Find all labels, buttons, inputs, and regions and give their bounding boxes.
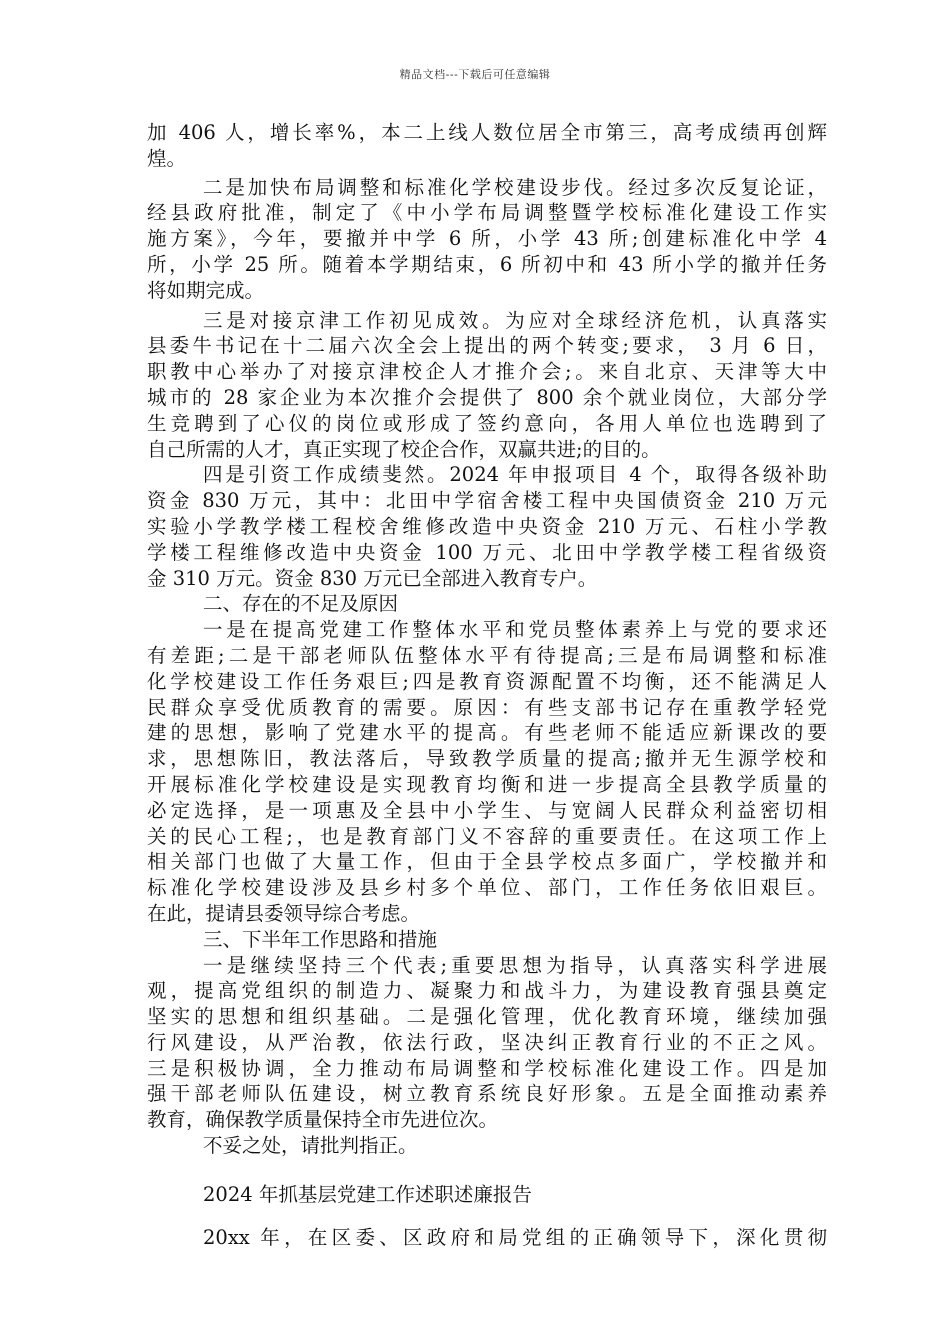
text-line: 相关部门也做了大量工作，但由于全县学校点多面广，学校撤并和 xyxy=(147,850,827,874)
text-line: 必定选择，是一项惠及全县中小学生、与宽阔人民群众利益密切相 xyxy=(147,798,827,822)
text-line: 生竞聘到了心仪的岗位或形成了签约意向，各用人单位也选聘到了 xyxy=(147,411,827,435)
spacer xyxy=(147,1159,827,1182)
paragraph xyxy=(147,462,827,591)
text-line: 学楼工程维修改造中央资金 100 万元、北田中学教学楼工程省级资 xyxy=(147,540,827,564)
text-line: 化学校建设工作任务艰巨;四是教育资源配置不均衡，还不能满足人 xyxy=(147,669,827,693)
text-line: 二是加快布局调整和标准化学校建设步伐。经过多次反复论证， xyxy=(203,175,827,199)
paragraph xyxy=(147,120,827,172)
text-line: 在此，提请县委领导综合考虑。 xyxy=(147,901,421,925)
text-line: 强干部老师队伍建设，树立教育系统良好形象。五是全面推动素养 xyxy=(147,1082,827,1106)
paragraph xyxy=(147,953,827,1134)
text-line: 民群众享受优质教育的需要。原因：有些支部书记存在重教学轻党 xyxy=(147,695,827,719)
text-line: 将如期完成。 xyxy=(147,278,265,302)
document-body xyxy=(147,120,827,1253)
spacer xyxy=(147,1208,827,1223)
section-heading: 三、下半年工作思路和措施 xyxy=(203,927,438,951)
text-line: 观，提高党组织的制造力、凝聚力和战斗力，为建设教育强县奠定 xyxy=(147,979,827,1003)
text-line: 四是引资工作成绩斐然。2024 年申报项目 4 个，取得各级补助 xyxy=(203,463,827,487)
closing-remark: 不妥之处，请批判指正。 xyxy=(203,1134,418,1158)
text-line: 开展标准化学校建设是实现教育均衡和进一步提高全县教学质量的 xyxy=(147,772,827,796)
text-line: 经县政府批准，制定了《中小学布局调整暨学校标准化建设工作实 xyxy=(147,201,827,225)
page-header: 精品文档---下载后可任意编辑 xyxy=(399,68,551,81)
paragraph xyxy=(147,617,827,927)
text-line: 加 406 人，增长率%，本二上线人数位居全市第三，高考成绩再创辉 xyxy=(147,121,827,144)
text-line: 金 310 万元。资金 830 万元已全部进入教育专户。 xyxy=(147,566,598,590)
text-line: 建的思想，影响了党建水平的提高。有些老师不能适应新课改的要 xyxy=(147,721,827,745)
text-line: 职教中心举办了对接京津校企人才推介会;。来自北京、天津等大中 xyxy=(147,360,827,384)
text-line: 坚实的思想和组织基础。二是强化管理，优化教育环境，继续加强 xyxy=(147,1005,827,1029)
paragraph xyxy=(147,308,827,463)
text-line: 城市的 28 家企业为本次推介会提供了 800 余个就业岗位，大部分学 xyxy=(147,385,827,409)
text-line: 一是在提高党建工作整体水平和党员整体素养上与党的要求还 xyxy=(203,618,827,642)
section-heading: 二、存在的不足及原因 xyxy=(203,592,399,616)
text-line: 一是继续坚持三个代表;重要思想为指导，认真落实科学进展 xyxy=(203,953,827,977)
text-line: 三是对接京津工作初见成效。为应对全球经济危机，认真落实 xyxy=(203,308,827,332)
text-line: 所，小学 25 所。随着本学期结束，6 所初中和 43 所小学的撤并任务 xyxy=(147,252,827,276)
report-title: 2024 年抓基层党建工作述职述廉报告 xyxy=(203,1182,532,1206)
text-line: 资金 830 万元，其中：北田中学宿舍楼工程中央国债资金 210 万元 xyxy=(147,489,827,513)
text-line: 煌。 xyxy=(147,146,187,170)
text-line: 求，思想陈旧，教法落后，导致教学质量的提高;撤并无生源学校和 xyxy=(147,747,827,771)
text-line: 自己所需的人才，真正实现了校企合作，双赢共进;的目的。 xyxy=(147,437,661,461)
text-line: 县委牛书记在十二届六次全会上提出的两个转变;要求， 3 月 6 日， xyxy=(147,334,827,358)
text-line: 施方案》，今年，要撤并中学 6 所，小学 43 所;创建标准化中学 4 xyxy=(147,227,827,251)
text-line: 实验小学教学楼工程校舍维修改造中央资金 210 万元、石柱小学教 xyxy=(147,514,827,538)
paragraph xyxy=(147,175,827,304)
text-line: 三是积极协调，全力推动布局调整和学校标准化建设工作。四是加 xyxy=(147,1056,827,1080)
text-line: 有差距;二是干部老师队伍整体水平有待提高;三是布局调整和标准 xyxy=(147,643,827,667)
text-line: 行风建设，从严治教，依法行政，坚决纠正教育行业的不正之风。 xyxy=(147,1030,827,1054)
text-line: 教育，确保教学质量保持全市先进位次。 xyxy=(147,1108,499,1132)
text-line: 关的民心工程;，也是教育部门义不容辞的重要责任。在这项工作上 xyxy=(147,824,827,848)
text-line: 20xx 年，在区委、区政府和局党组的正确领导下，深化贯彻 xyxy=(203,1225,827,1249)
text-line: 标准化学校建设涉及县乡村多个单位、部门，工作任务依旧艰巨。 xyxy=(147,876,827,900)
